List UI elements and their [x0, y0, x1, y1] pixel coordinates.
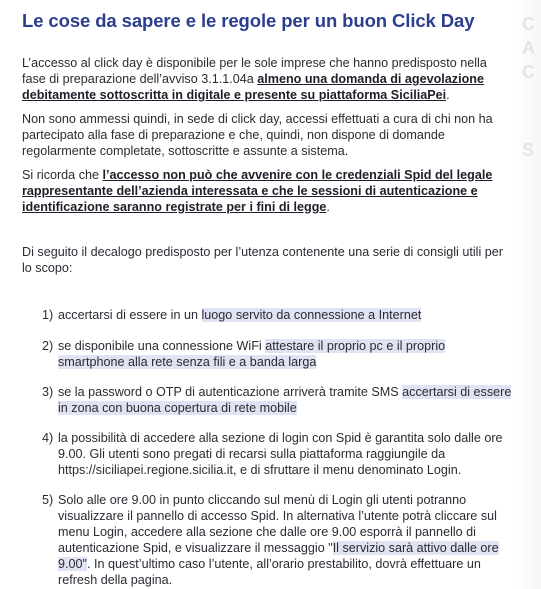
- list-number: 3): [42, 385, 54, 399]
- paragraph-intro-list: Di seguito il decalogo predisposto per l’utenza contenente una serie di consigli utili per lo scopo:: [22, 245, 503, 275]
- list-text: la possibilità di accedere alla sezione di login con Spid è garantita solo dalle ore 9.00. Gli utenti sono pregati di recarsi sulla piattaforma raggiungile da https://siciliapei.regione.sicilia.it, e di sfruttare il menu denominato Login.: [58, 431, 503, 477]
- list-text: accertarsi di essere in un: [58, 308, 202, 322]
- highlighted-text: luogo servito da connessione a Internet: [201, 308, 422, 322]
- highlighted-text: accertarsi di essere in zona con buona copertura di rete mobile: [58, 385, 512, 415]
- list-item: [42, 384, 512, 416]
- list-item: [42, 492, 512, 588]
- highlighted-text: attestare il proprio pc e il proprio smartphone alla rete senza fili e a banda larga: [58, 339, 446, 369]
- list-text-after: . In quest’ultimo caso l’utente, all’orario prestabilito, dovrà effettuare un refresh della pagina.: [58, 557, 481, 587]
- paragraph-access: [22, 55, 512, 103]
- ghost-letter: S: [522, 140, 535, 160]
- list-item: [42, 338, 512, 370]
- highlighted-text: Il servizio sarà attivo dalle ore 9.00": [58, 541, 499, 571]
- bold-underlined-text: l’accesso non può che avvenire con le credenziali Spid del legale rappresentante dell’azienda interessata e che le sessioni di autenticazione e identificazione saranno registrate per i fini di legge: [22, 168, 493, 214]
- ghost-letter: A: [522, 38, 535, 58]
- ghost-letter: C: [522, 14, 535, 34]
- bold-underlined-text: almeno una domanda di agevolazione debitamente sottoscritta in digitale e presente su piattaforma SiciliaPei: [22, 72, 484, 102]
- paragraph-spid: [22, 167, 512, 215]
- paragraph-text: Si ricorda che: [22, 168, 103, 182]
- list-item: [42, 430, 512, 478]
- list-number: 4): [42, 431, 54, 445]
- ghost-letter: C: [522, 62, 535, 82]
- list-number: 1): [42, 308, 54, 322]
- page-title: Le cose da sapere e le regole per un buon Click Day: [22, 10, 475, 31]
- list-text: Solo alle ore 9.00 in punto cliccando sul menù di Login gli utenti potranno visualizzare il pannello di accesso Spid. In alternativa l’utente potrà cliccare sul menu Login, accedere alla sezione che dalle ore 9.00 esporrà il pannello di autenticazione Spid, e visualizzare il messaggio ": [58, 493, 497, 555]
- paragraph-text: L’accesso al click day è disponibile per le sole imprese che hanno predisposto nella fase di preparazione dell’avviso 3.1.1.04a: [22, 56, 487, 86]
- paragraph-end: .: [446, 88, 450, 102]
- list-text: se la password o OTP di autenticazione arriverà tramite SMS: [58, 385, 403, 399]
- paragraph-end: .: [326, 200, 330, 214]
- adjacent-column-fade: [512, 0, 541, 589]
- list-text: se disponibile una connessione WiFi: [58, 339, 266, 353]
- list-number: 2): [42, 339, 54, 353]
- list-item: [42, 307, 512, 323]
- list-number: 5): [42, 493, 54, 507]
- paragraph-not-admitted: Non sono ammessi quindi, in sede di click day, accessi effettuati a cura di chi non ha partecipato alla fase di preparazione e che, quindi, non dispone di domande regolarmente completate, sottoscritte e assunte a sistema.: [22, 112, 493, 158]
